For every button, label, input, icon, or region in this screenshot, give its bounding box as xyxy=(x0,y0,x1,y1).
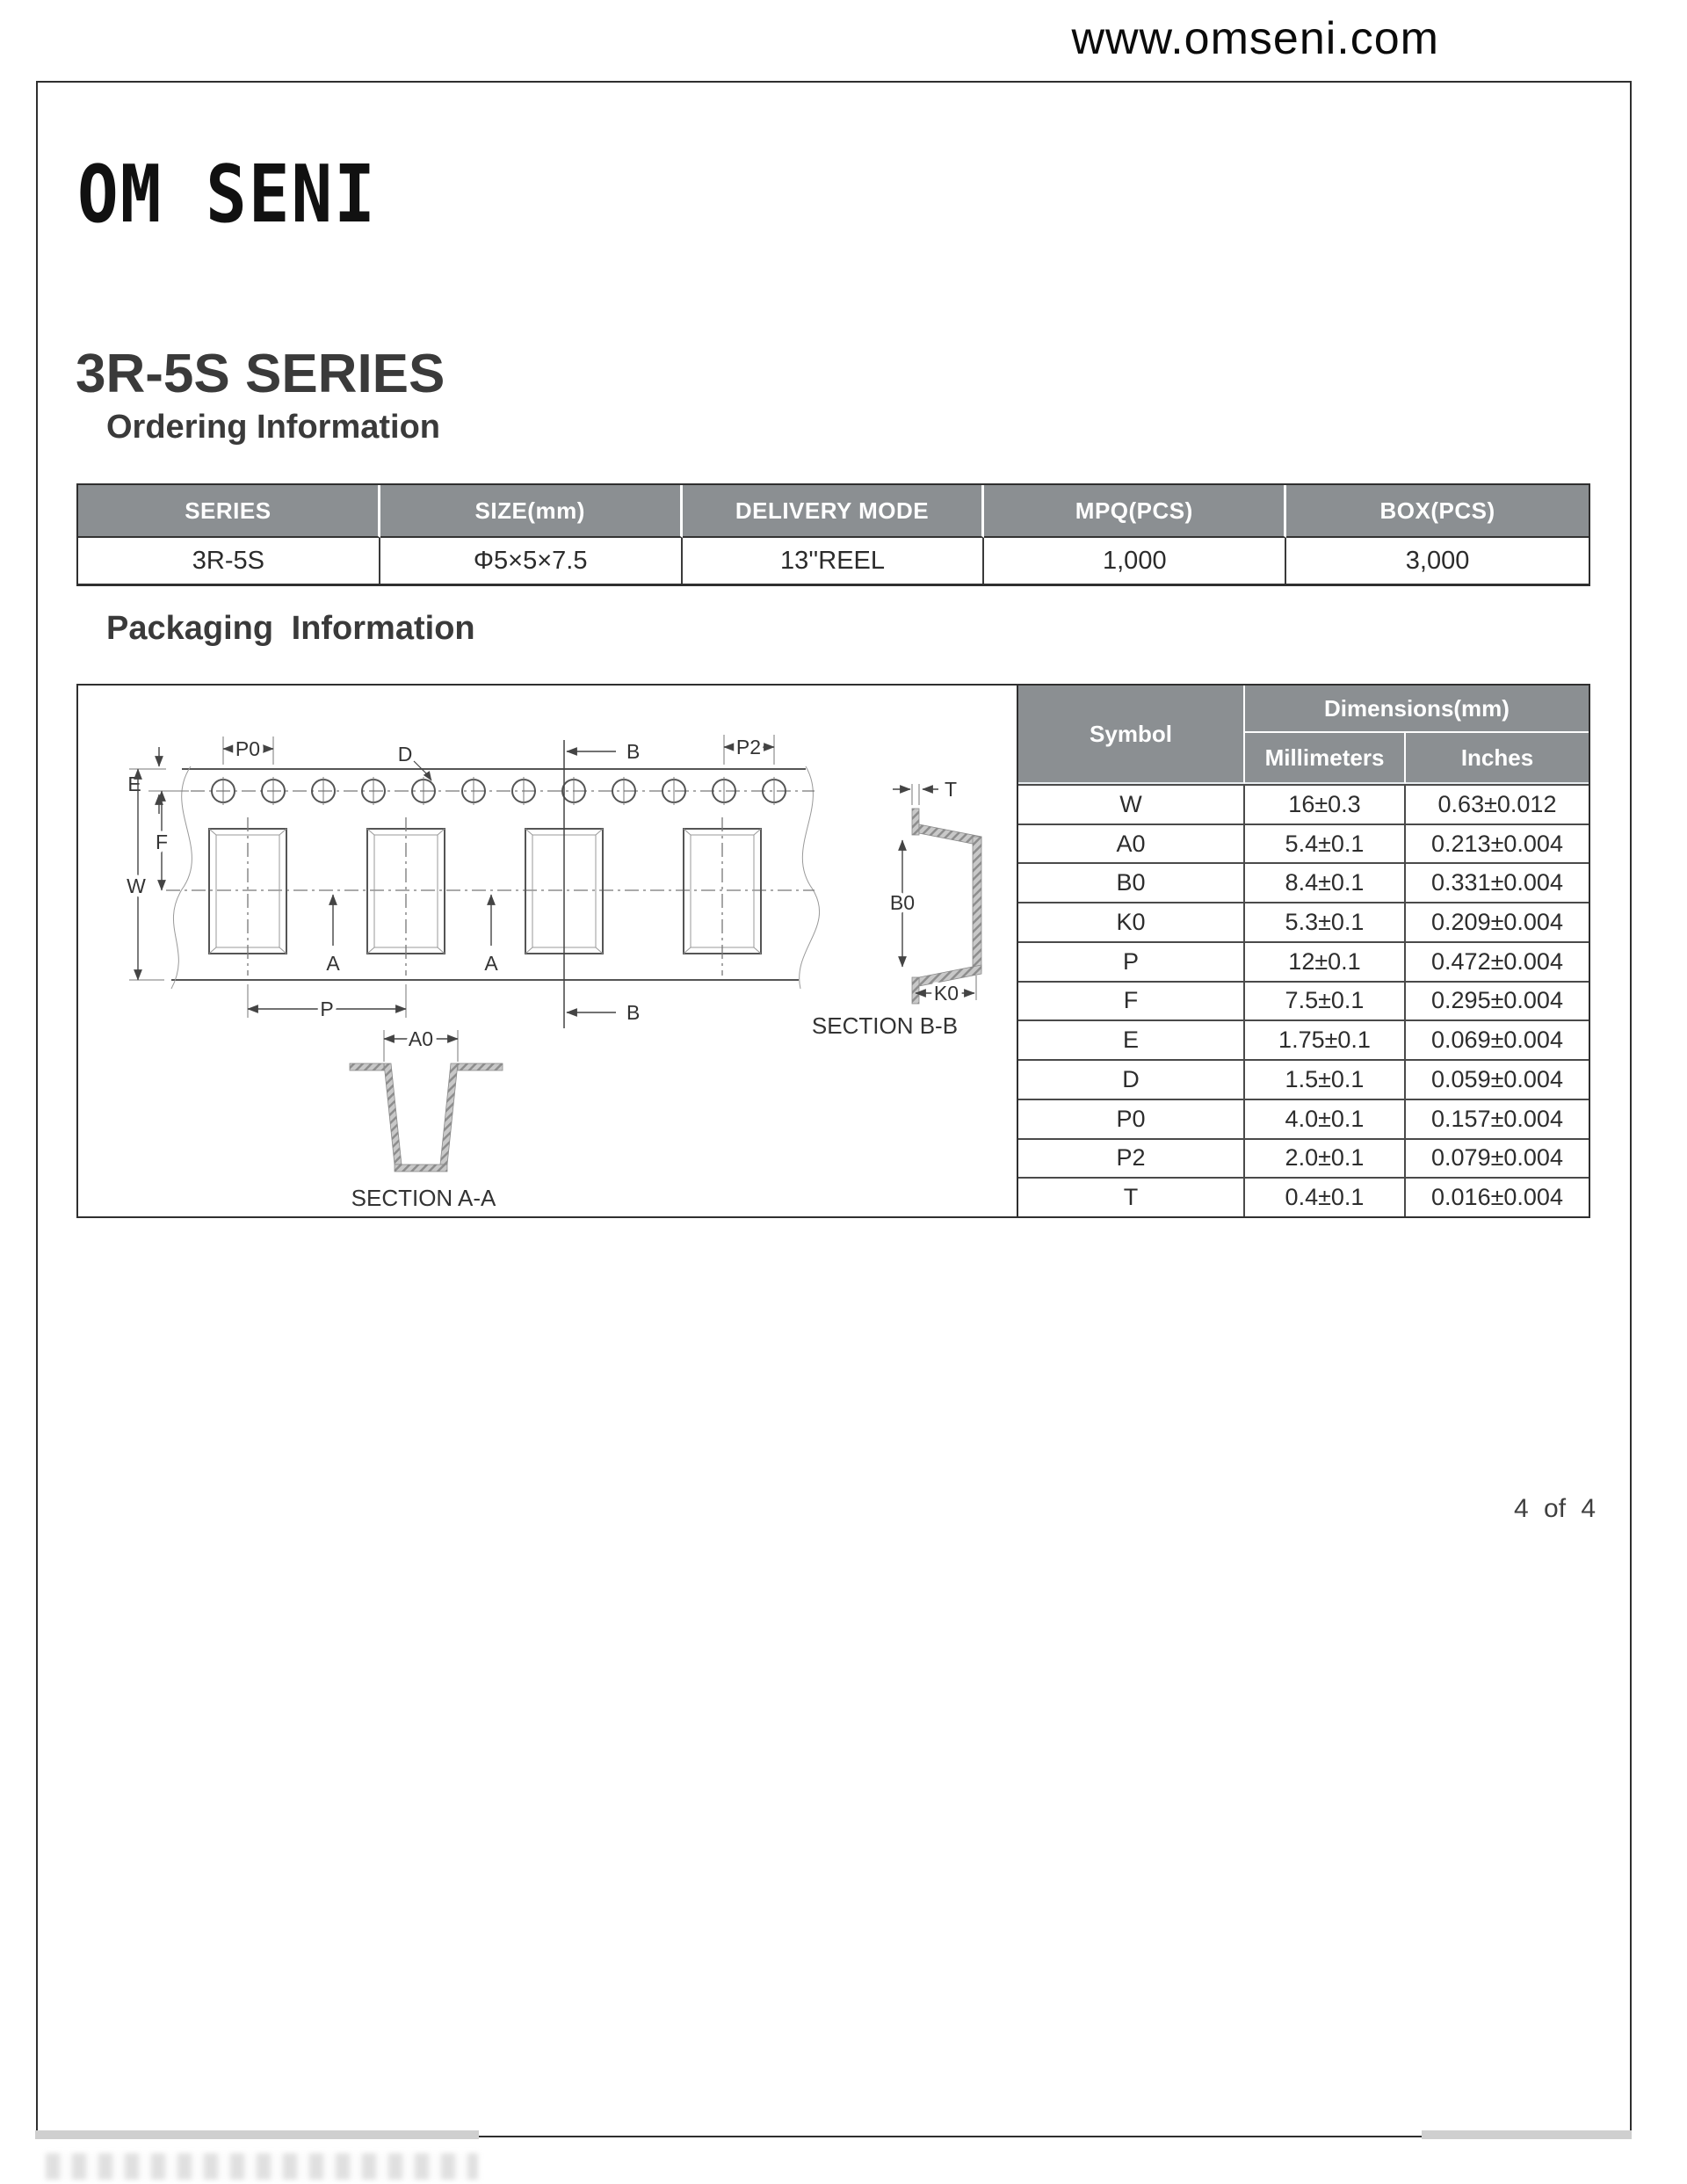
dim-p0 xyxy=(223,736,273,765)
section-bb-caption: SECTION B-B xyxy=(811,1012,959,1039)
dim-row-inches: 0.059±0.004 xyxy=(1406,1059,1589,1099)
dim-row-symbol: P xyxy=(1018,941,1245,981)
dim-row-inches: 0.213±0.004 xyxy=(1406,824,1589,863)
label-b-bottom: B xyxy=(626,1001,641,1024)
dim-a-left xyxy=(326,895,340,975)
dim-b-top xyxy=(567,740,640,763)
dim-row-symbol: E xyxy=(1018,1019,1245,1059)
bottom-border-artifact-right xyxy=(1422,2130,1632,2139)
dim-header-inches: Inches xyxy=(1406,733,1589,784)
tape-break-left xyxy=(171,766,192,989)
ordering-value-mpq: 1,000 xyxy=(984,538,1286,584)
dim-e xyxy=(127,747,189,814)
dim-row-mm: 1.75±0.1 xyxy=(1245,1019,1406,1059)
dim-row-mm: 12±0.1 xyxy=(1245,941,1406,981)
ordering-value-delivery: 13''REEL xyxy=(683,538,985,584)
label-k0: K0 xyxy=(933,982,959,1005)
dim-row-mm: 5.4±0.1 xyxy=(1245,824,1406,863)
tape-and-reel-drawing xyxy=(78,686,1015,1216)
ordering-header-delivery: DELIVERY MODE xyxy=(683,485,985,538)
dim-p xyxy=(248,984,406,1020)
label-a0: A0 xyxy=(408,1027,434,1050)
dim-row-symbol: A0 xyxy=(1018,824,1245,863)
ordering-table xyxy=(76,483,1590,586)
section-bb-profile xyxy=(812,778,981,1039)
packaging-information-heading: Packaging Information xyxy=(106,610,475,647)
dim-row-symbol: B0 xyxy=(1018,862,1245,902)
dim-row-symbol: F xyxy=(1018,981,1245,1020)
label-a-right: A xyxy=(484,952,498,975)
page-title: 3R-5S SERIES xyxy=(76,344,445,404)
dim-row-symbol: D xyxy=(1018,1059,1245,1099)
dimensions-table xyxy=(1017,684,1590,1218)
dim-row-symbol: T xyxy=(1018,1177,1245,1216)
label-t: T xyxy=(945,778,958,801)
dim-row-inches: 0.157±0.004 xyxy=(1406,1099,1589,1138)
bottom-border-artifact-left xyxy=(35,2130,479,2139)
dim-header-millimeters: Millimeters xyxy=(1245,733,1406,784)
tape-break-right xyxy=(800,766,820,989)
label-p2: P2 xyxy=(735,736,762,758)
dim-row-mm: 5.3±0.1 xyxy=(1245,902,1406,941)
dim-row-symbol: K0 xyxy=(1018,902,1245,941)
label-p0: P0 xyxy=(235,737,261,760)
dim-row-inches: 0.016±0.004 xyxy=(1406,1177,1589,1216)
label-p: P xyxy=(320,998,334,1020)
label-w: W xyxy=(127,874,146,897)
ordering-header-size: SIZE(mm) xyxy=(380,485,683,538)
dim-header-dimensions: Dimensions(mm) xyxy=(1245,686,1589,733)
dim-row-inches: 0.295±0.004 xyxy=(1406,981,1589,1020)
dim-p2 xyxy=(724,735,774,765)
ordering-information-heading: Ordering Information xyxy=(106,409,440,446)
dim-row-mm: 8.4±0.1 xyxy=(1245,862,1406,902)
label-e: E xyxy=(127,773,141,795)
dim-b-bottom xyxy=(567,1001,640,1024)
dim-a-right xyxy=(484,895,498,975)
section-aa-caption: SECTION A-A xyxy=(351,1185,496,1211)
dim-row-symbol: P2 xyxy=(1018,1138,1245,1178)
label-a-left: A xyxy=(326,952,340,975)
dim-row-symbol: P0 xyxy=(1018,1099,1245,1138)
packaging-diagram-box xyxy=(76,684,1017,1218)
section-aa-profile xyxy=(350,1027,503,1211)
brand-logo: OM SENI xyxy=(77,148,377,241)
dim-row-mm: 7.5±0.1 xyxy=(1245,981,1406,1020)
dim-row-mm: 16±0.3 xyxy=(1245,784,1406,824)
ordering-header-box: BOX(PCS) xyxy=(1286,485,1589,538)
dim-row-mm: 2.0±0.1 xyxy=(1245,1138,1406,1178)
label-b-top: B xyxy=(626,740,641,763)
ordering-value-series: 3R-5S xyxy=(78,538,380,584)
ordering-header-series: SERIES xyxy=(78,485,380,538)
ordering-header-mpq: MPQ(PCS) xyxy=(984,485,1286,538)
label-b0: B0 xyxy=(889,891,916,914)
dim-row-inches: 0.209±0.004 xyxy=(1406,902,1589,941)
dim-row-inches: 0.63±0.012 xyxy=(1406,784,1589,824)
dim-d xyxy=(398,743,431,780)
ordering-value-size: Φ5×5×7.5 xyxy=(380,538,683,584)
dim-row-symbol: W xyxy=(1018,784,1245,824)
ordering-value-box: 3,000 xyxy=(1405,546,1470,575)
website-url: www.omseni.com xyxy=(1071,13,1439,64)
dim-row-inches: 0.079±0.004 xyxy=(1406,1138,1589,1178)
dim-row-mm: 1.5±0.1 xyxy=(1245,1059,1406,1099)
dim-header-symbol: Symbol xyxy=(1018,686,1245,784)
label-f: F xyxy=(155,831,169,853)
dim-f xyxy=(156,791,168,890)
dim-row-mm: 0.4±0.1 xyxy=(1245,1177,1406,1216)
dim-w xyxy=(127,769,169,980)
dim-row-inches: 0.331±0.004 xyxy=(1406,862,1589,902)
dim-row-mm: 4.0±0.1 xyxy=(1245,1099,1406,1138)
page-number: 4 of 4 xyxy=(1514,1494,1596,1523)
dim-row-inches: 0.472±0.004 xyxy=(1406,941,1589,981)
label-d: D xyxy=(397,743,413,765)
dim-row-inches: 0.069±0.004 xyxy=(1406,1019,1589,1059)
scan-noise xyxy=(46,2153,478,2180)
